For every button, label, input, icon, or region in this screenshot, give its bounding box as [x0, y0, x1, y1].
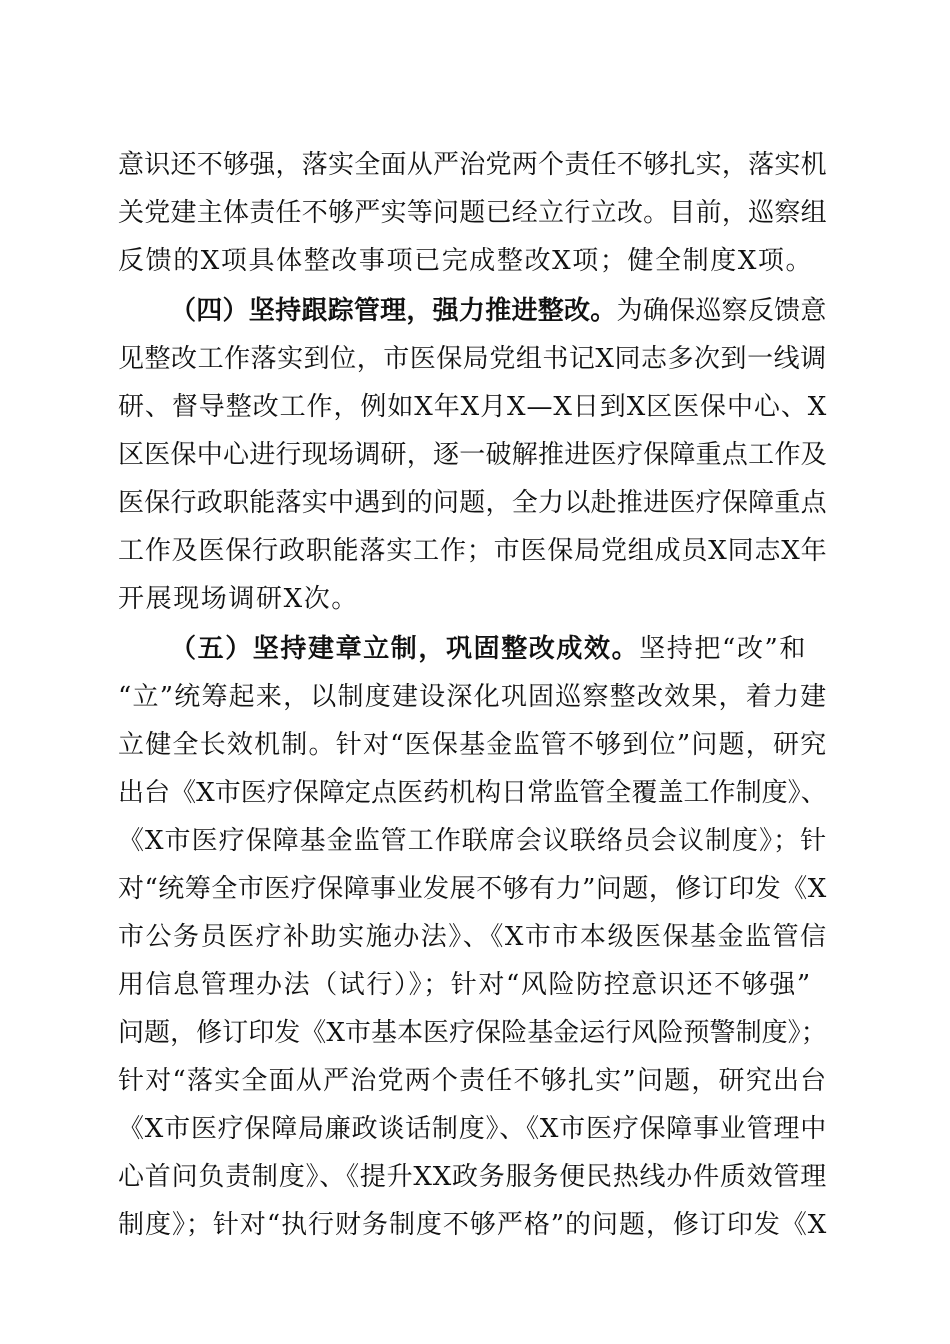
- text-line: 心首问负责制度》、《提升XX政务服务便民热线办件质效管理: [118, 1162, 828, 1192]
- paragraph-heading: （五）坚持建章立制，巩固整改成效。: [170, 634, 640, 664]
- paragraph-text: 坚持把“改”和: [639, 634, 807, 664]
- text-line: 开展现场调研X次。: [118, 584, 359, 614]
- text-line: 针对“落实全面从严治党两个责任不够扎实”问题，研究出台: [118, 1066, 828, 1096]
- text-line: 工作及医保行政职能落实工作；市医保局党组成员X同志X年: [118, 536, 828, 566]
- text-line: 市公务员医疗补助实施办法》、《X市市本级医保基金监管信: [118, 922, 828, 952]
- text-line: 对“统筹全市医疗保障事业发展不够有力”问题，修订印发《X: [118, 874, 827, 904]
- paragraph-text: 为确保巡察反馈意: [616, 296, 827, 326]
- text-line: 医保行政职能落实中遇到的问题，全力以赴推进医疗保障重点: [118, 488, 827, 518]
- text-line: “立”统筹起来，以制度建设深化巩固巡察整改效果，着力建: [118, 682, 828, 712]
- text-line: 制度》；针对“执行财务制度不够严格”的问题，修订印发《X: [118, 1210, 828, 1240]
- text-line: 问题，修订印发《X市基本医疗保险基金运行风险预警制度》；: [118, 1018, 827, 1048]
- text-line: [170, 287, 828, 335]
- text-line: 反馈的X项具体整改事项已完成整改X项；健全制度X项。: [118, 246, 814, 276]
- text-line: 用信息管理办法（试行）》；针对“风险防控意识还不够强”: [118, 970, 812, 1000]
- text-line: 研、督导整改工作，例如X年X月X—X日到X区医保中心、X: [118, 392, 828, 422]
- paragraph-heading: （四）坚持跟踪管理，强力推进整改。: [170, 296, 617, 326]
- text-line: 见整改工作落实到位，市医保局党组书记X同志多次到一线调: [118, 344, 827, 374]
- text-line: 意识还不够强，落实全面从严治党两个责任不够扎实，落实机: [118, 150, 827, 180]
- text-line: 《X市医疗保障局廉政谈话制度》、《X市医疗保障事业管理中: [118, 1114, 828, 1144]
- text-line: [170, 625, 828, 673]
- text-line: 立健全长效机制。针对“医保基金监管不够到位”问题，研究: [118, 730, 828, 760]
- text-line: 《X市医疗保障基金监管工作联席会议联络员会议制度》；针: [118, 826, 828, 856]
- text-line: 出台《X市医疗保障定点医药机构日常监管全覆盖工作制度》、: [118, 778, 827, 808]
- text-line: 关党建主体责任不够严实等问题已经立行立改。目前，巡察组: [118, 198, 827, 228]
- text-line: 区医保中心进行现场调研，逐一破解推进医疗保障重点工作及: [118, 440, 827, 470]
